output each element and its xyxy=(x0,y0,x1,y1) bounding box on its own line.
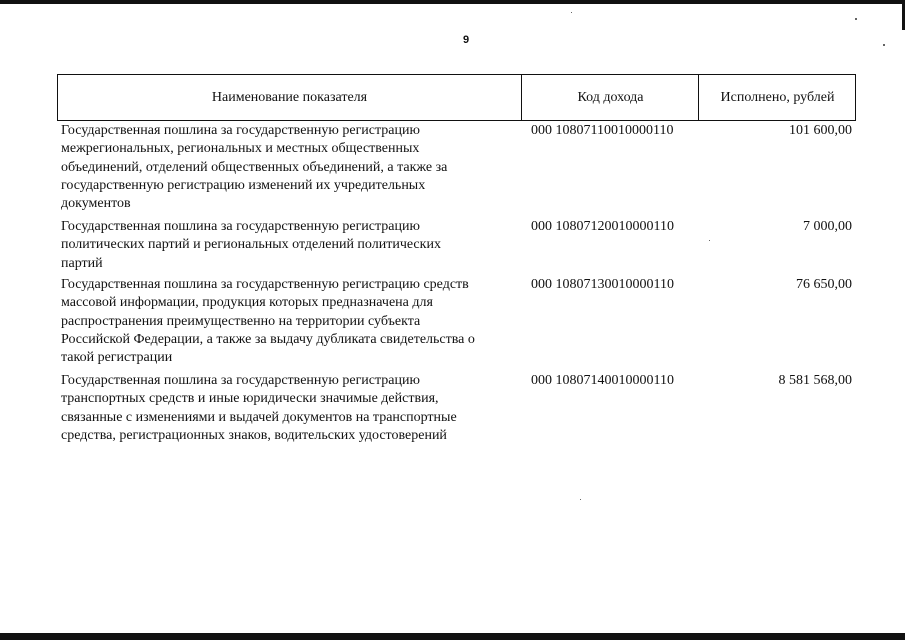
row-amount: 101 600,00 xyxy=(789,123,852,138)
header-executed: Исполнено, рублей xyxy=(698,75,856,120)
row-name-line: межрегиональных, региональных и местных общественных xyxy=(61,141,420,157)
row-name-line: Государственная пошлина за государственную регистрацию xyxy=(61,373,420,388)
row-name xyxy=(61,218,521,273)
scan-top-border xyxy=(0,0,905,4)
row-name-line: Государственная пошлина за государственную регистрацию средств xyxy=(61,277,469,292)
row-name xyxy=(61,372,521,445)
row-code: 000 10807120010000110 xyxy=(531,219,674,234)
scan-speck xyxy=(580,499,581,500)
row-name-line: Государственная пошлина за государственную регистрацию xyxy=(61,123,420,138)
scan-speck xyxy=(855,18,857,20)
row-name-line: документов xyxy=(61,196,131,212)
scan-speck xyxy=(709,240,710,241)
row-amount: 76 650,00 xyxy=(796,277,852,292)
row-name xyxy=(61,122,521,213)
row-code: 000 10807130010000110 xyxy=(531,277,674,292)
row-amount: 7 000,00 xyxy=(803,219,852,234)
header-code: Код дохода xyxy=(521,75,699,120)
row-name xyxy=(61,276,521,367)
row-name-line: Российской Федерации, а также за выдачу дубликата свидетельства о xyxy=(61,331,475,347)
table-header xyxy=(57,74,856,121)
row-name-line: Государственная пошлина за государственную регистрацию xyxy=(61,219,420,234)
row-name-line: транспортных средств и иные юридически значимые действия, xyxy=(61,391,439,407)
row-name-line: распространения преимущественно на территории субъекта xyxy=(61,313,421,329)
scan-speck xyxy=(571,12,572,13)
row-code: 000 10807110010000110 xyxy=(531,123,674,138)
row-name-line: партий xyxy=(61,255,103,271)
row-name-line: связанные с изменениями и выдачей документов на транспортные xyxy=(61,409,457,425)
row-name-line: средства, регистрационных знаков, водительских удостоверений xyxy=(61,427,447,443)
row-name-line: политических партий и региональных отделений политических xyxy=(61,237,441,253)
header-name: Наименование показателя xyxy=(211,90,368,105)
row-name-line: массовой информации, продукция которых предназначена для xyxy=(61,295,433,311)
row-name-line: государственную регистрацию изменений их учредительных xyxy=(61,177,426,193)
page-number: 9 xyxy=(463,34,470,46)
scan-bottom-border xyxy=(0,633,905,640)
row-code: 000 10807140010000110 xyxy=(531,373,674,388)
row-amount: 8 581 568,00 xyxy=(778,373,852,388)
scan-speck xyxy=(883,44,885,46)
row-name-line: объединений, отделений общественных объединений, а также за xyxy=(61,159,448,175)
row-name-line: такой регистрации xyxy=(61,350,173,366)
